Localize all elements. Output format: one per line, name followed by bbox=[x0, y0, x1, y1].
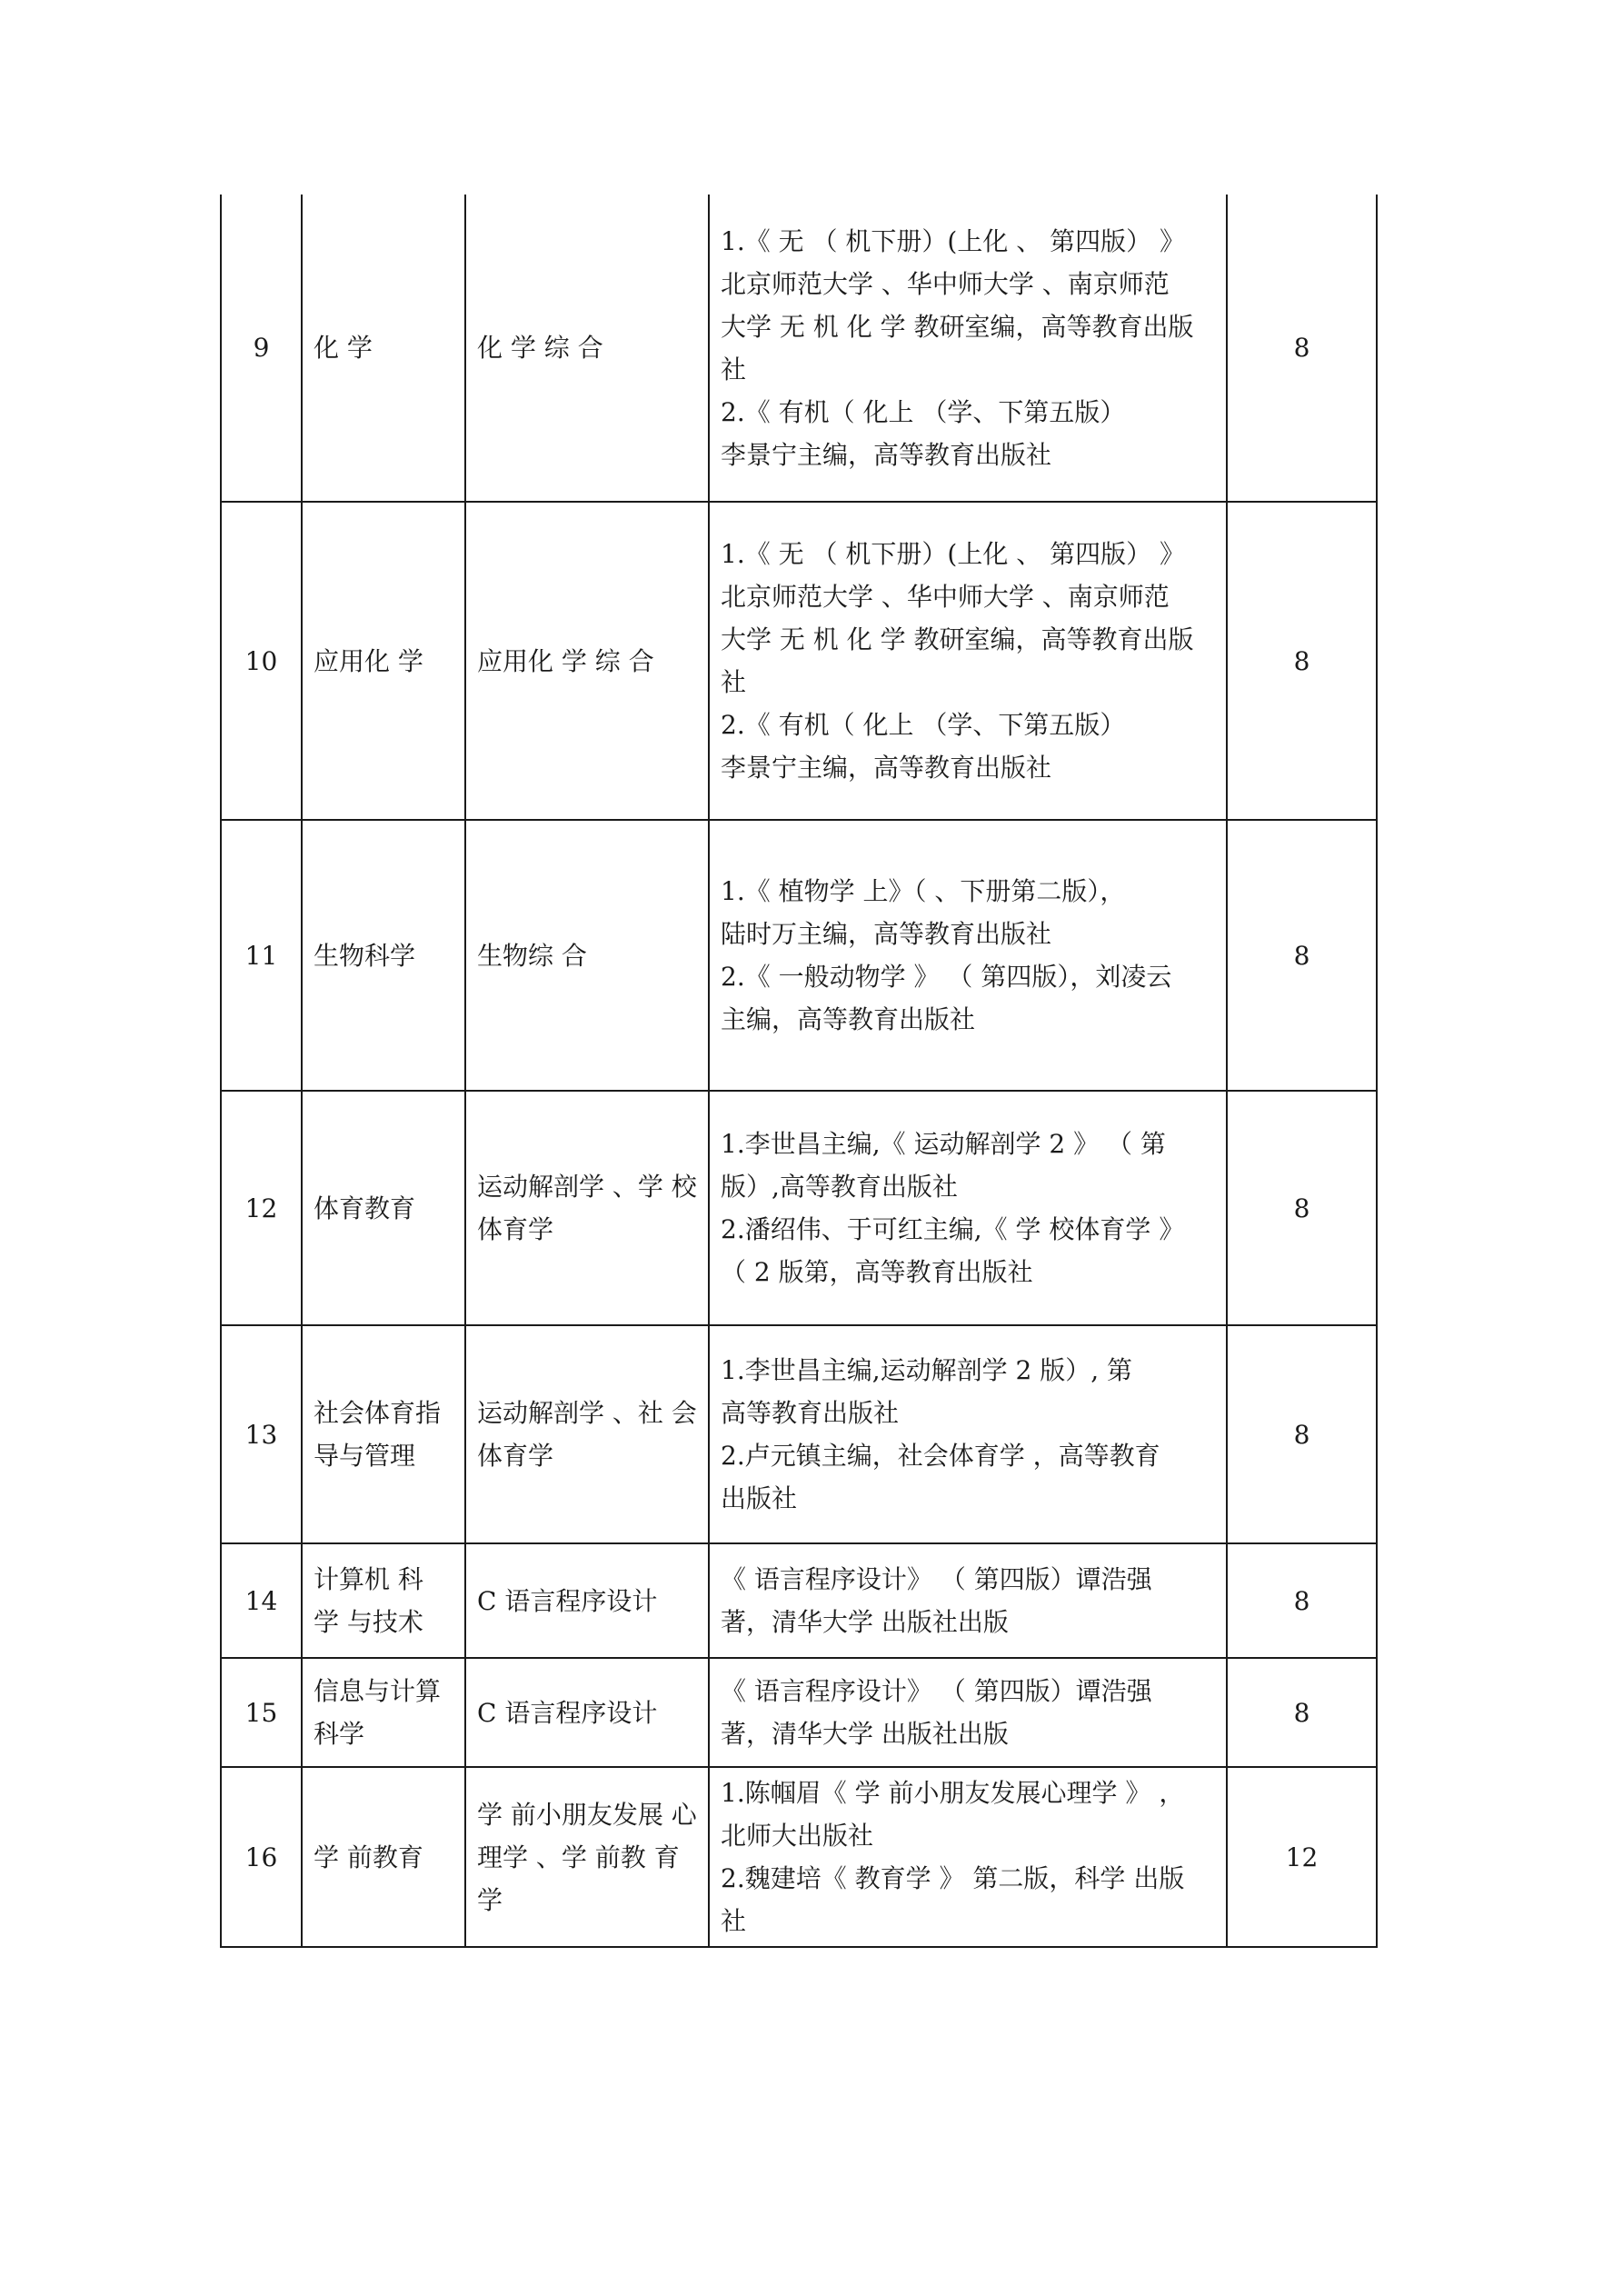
major-name bbox=[302, 1767, 465, 1947]
exam-subject bbox=[465, 1767, 709, 1947]
exam-subject bbox=[465, 502, 709, 820]
reference-book-line: 大学 无 机 化 学 教研室编，高等教育出版 bbox=[721, 624, 1194, 654]
reference-book-line: 北京师范大学 、华中师大学 、南京师范 bbox=[721, 582, 1170, 612]
reference-books bbox=[709, 195, 1227, 502]
major-name bbox=[302, 820, 465, 1091]
reference-book-line: 著，清华大学 出版社出版 bbox=[721, 1719, 1009, 1749]
exam-subject-text: C 语言程序设计 bbox=[477, 1585, 658, 1616]
student-count: 8 bbox=[1227, 820, 1377, 1091]
major-text: 生物科学 bbox=[314, 940, 416, 971]
major-text: 社会体育指导与管理 bbox=[314, 1398, 442, 1471]
student-count: 8 bbox=[1227, 502, 1377, 820]
table-row bbox=[221, 1658, 1377, 1767]
row-number: 9 bbox=[221, 195, 302, 502]
row-number: 10 bbox=[221, 502, 302, 820]
table-row bbox=[221, 1767, 1377, 1947]
reference-book-line: （ 2 版第，高等教育出版社 bbox=[721, 1257, 1033, 1287]
table-row bbox=[221, 502, 1377, 820]
exam-subject-text: 学 前小朋友发展 心理学 、学 前教 育学 bbox=[477, 1799, 697, 1915]
row-number: 13 bbox=[221, 1325, 302, 1543]
reference-book-line: 北京师范大学 、华中师大学 、南京师范 bbox=[721, 268, 1170, 299]
reference-book-line: 李景宁主编，高等教育出版社 bbox=[721, 753, 1052, 783]
exam-subject-text: 运动解剖学 、社 会体育学 bbox=[477, 1398, 697, 1471]
student-count: 8 bbox=[1227, 1658, 1377, 1767]
reference-books bbox=[709, 1658, 1227, 1767]
major-name bbox=[302, 1091, 465, 1325]
major-text: 学 前教育 bbox=[314, 1842, 423, 1872]
student-count: 8 bbox=[1227, 1543, 1377, 1658]
major-name bbox=[302, 195, 465, 502]
reference-book-line: 《 语言程序设计》 （ 第四版）谭浩强 bbox=[721, 1564, 1152, 1594]
reference-book-line: 2.《 有机（ 化上 （学、下第五版） bbox=[721, 710, 1126, 740]
reference-book-line: 2.卢元镇主编，社会体育学 ，高等教育 bbox=[721, 1441, 1160, 1471]
row-number: 15 bbox=[221, 1658, 302, 1767]
exam-subject-text: 生物综 合 bbox=[477, 940, 587, 971]
major-text: 计算机 科 学 与技术 bbox=[314, 1564, 423, 1637]
reference-book-line: 1.《 无 （ 机下册）(上化 、 第四版） 》 bbox=[721, 539, 1186, 569]
reference-book-line: 2.《 一般动物学 》 （ 第四版），刘凌云 bbox=[721, 962, 1172, 992]
exam-subject bbox=[465, 1091, 709, 1325]
reference-book-line: 陆时万主编，高等教育出版社 bbox=[721, 919, 1052, 949]
table-row bbox=[221, 1325, 1377, 1543]
exam-subject bbox=[465, 820, 709, 1091]
reference-book-line: 主编，高等教育出版社 bbox=[721, 1004, 976, 1034]
table-row bbox=[221, 1543, 1377, 1658]
exam-subject bbox=[465, 1543, 709, 1658]
reference-book-line: 版）,高等教育出版社 bbox=[721, 1172, 958, 1202]
row-number: 16 bbox=[221, 1767, 302, 1947]
reference-book-line: 北师大出版社 bbox=[721, 1821, 874, 1851]
reference-book-line: 2.《 有机（ 化上 （学、下第五版） bbox=[721, 396, 1126, 427]
reference-book-line: 李景宁主编，高等教育出版社 bbox=[721, 439, 1052, 470]
exam-subject bbox=[465, 1658, 709, 1767]
reference-books bbox=[709, 820, 1227, 1091]
reference-books bbox=[709, 1091, 1227, 1325]
reference-book-line: 出版社 bbox=[721, 1483, 798, 1513]
exam-subject bbox=[465, 195, 709, 502]
exam-subject bbox=[465, 1325, 709, 1543]
major-text: 体育教育 bbox=[314, 1193, 416, 1223]
major-text: 信息与计算科学 bbox=[314, 1676, 442, 1749]
reference-book-line: 1.《 植物学 上》（ 、下册第二版）， bbox=[721, 876, 1126, 906]
student-count: 8 bbox=[1227, 1325, 1377, 1543]
reference-book-line: 2.魏建培《 教育学 》 第二版，科学 出版 bbox=[721, 1863, 1185, 1893]
reference-book-line: 1.陈帼眉《 学 前小朋友发展心理学 》 ， bbox=[721, 1778, 1185, 1808]
major-name bbox=[302, 502, 465, 820]
table-row bbox=[221, 195, 1377, 502]
reference-book-line: 1.李世昌主编,运动解剖学 2 版）, 第 bbox=[721, 1355, 1133, 1385]
table-body bbox=[221, 195, 1377, 1947]
row-number: 14 bbox=[221, 1543, 302, 1658]
exam-subject-text: 化 学 综 合 bbox=[477, 333, 603, 363]
major-text: 应用化 学 bbox=[314, 645, 423, 676]
reference-book-line: 高等教育出版社 bbox=[721, 1398, 900, 1428]
exam-subject-text: 应用化 学 综 合 bbox=[477, 645, 654, 676]
reference-book-line: 社 bbox=[721, 667, 747, 697]
student-count: 8 bbox=[1227, 1091, 1377, 1325]
major-text: 化 学 bbox=[314, 333, 373, 363]
reference-books bbox=[709, 1325, 1227, 1543]
reference-book-line: 1.《 无 （ 机下册）(上化 、 第四版） 》 bbox=[721, 225, 1186, 256]
student-count: 8 bbox=[1227, 195, 1377, 502]
student-count: 12 bbox=[1227, 1767, 1377, 1947]
reference-book-line: 社 bbox=[721, 1906, 747, 1936]
table-row bbox=[221, 1091, 1377, 1325]
reference-book-line: 著，清华大学 出版社出版 bbox=[721, 1607, 1009, 1637]
reference-book-line: 社 bbox=[721, 354, 747, 384]
reference-book-line: 大学 无 机 化 学 教研室编，高等教育出版 bbox=[721, 311, 1194, 342]
major-name bbox=[302, 1325, 465, 1543]
major-name bbox=[302, 1658, 465, 1767]
row-number: 12 bbox=[221, 1091, 302, 1325]
table-row bbox=[221, 820, 1377, 1091]
reference-book-line: 2.潘绍伟、于可红主编,《 学 校体育学 》 bbox=[721, 1214, 1185, 1244]
major-name bbox=[302, 1543, 465, 1658]
exam-syllabus-table bbox=[220, 195, 1378, 1948]
exam-subject-text: 运动解剖学 、学 校体育学 bbox=[477, 1172, 697, 1244]
reference-book-line: 1.李世昌主编,《 运动解剖学 2 》 （ 第 bbox=[721, 1129, 1166, 1159]
row-number: 11 bbox=[221, 820, 302, 1091]
reference-books bbox=[709, 1767, 1227, 1947]
reference-book-line: 《 语言程序设计》 （ 第四版）谭浩强 bbox=[721, 1676, 1152, 1706]
exam-subject-text: C 语言程序设计 bbox=[477, 1697, 658, 1728]
reference-books bbox=[709, 502, 1227, 820]
reference-books bbox=[709, 1543, 1227, 1658]
